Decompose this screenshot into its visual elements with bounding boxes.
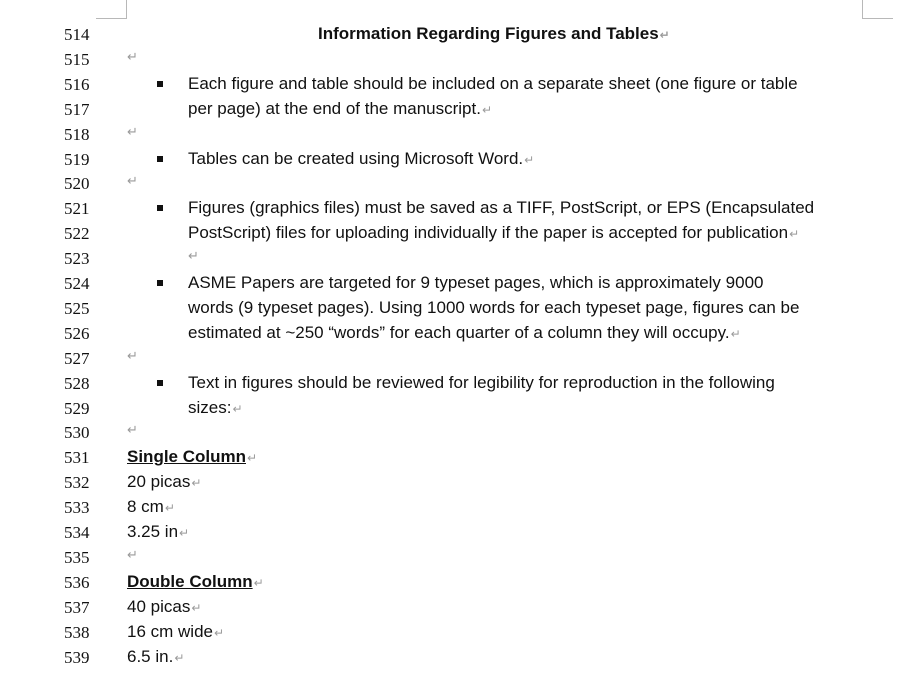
line-text: words (9 typeset pages). Using 1000 words for each typeset page, figures can be bbox=[188, 297, 800, 317]
paragraph-mark-icon: ↵ bbox=[730, 326, 741, 341]
paragraph-mark-icon: ↵ bbox=[127, 123, 138, 139]
line-text: ASME Papers are targeted for 9 typeset pages, which is approximately 9000 bbox=[188, 273, 764, 292]
document-line bbox=[0, 297, 900, 322]
paragraph-mark-icon: ↵ bbox=[179, 526, 190, 540]
paragraph-mark-icon: ↵ bbox=[524, 152, 535, 167]
line-number: 535 bbox=[64, 547, 90, 567]
line-number: 527 bbox=[64, 348, 90, 368]
document-title: Information Regarding Figures and Tables↵ bbox=[318, 24, 670, 43]
paragraph-mark-icon: ↵ bbox=[232, 401, 243, 416]
line-number: 520 bbox=[64, 174, 90, 194]
document-line bbox=[0, 222, 900, 247]
document-line bbox=[0, 123, 900, 148]
line-number: 514 bbox=[64, 25, 90, 44]
line-number: 525 bbox=[64, 298, 90, 318]
document-line bbox=[0, 23, 900, 48]
line-number: 521 bbox=[64, 199, 90, 219]
paragraph-mark-icon: ↵ bbox=[127, 546, 138, 562]
paragraph-mark-icon: ↵ bbox=[191, 476, 202, 491]
document-line bbox=[0, 148, 900, 173]
paragraph-mark-icon: ↵ bbox=[213, 625, 225, 640]
paragraph-mark-icon: ↵ bbox=[191, 600, 202, 615]
document-line bbox=[0, 496, 900, 521]
margin-crop-mark-right bbox=[862, 0, 893, 19]
line-number: 523 bbox=[64, 249, 90, 269]
line-number: 539 bbox=[64, 647, 90, 667]
document-line bbox=[0, 98, 900, 123]
document-line bbox=[0, 571, 900, 596]
line-number: 531 bbox=[64, 448, 90, 468]
bullet-square-icon bbox=[157, 156, 163, 162]
document-line bbox=[0, 48, 900, 73]
line-text: estimated at ~250 “words” for each quarter of a column they will occupy.↵ bbox=[188, 322, 741, 342]
line-number: 529 bbox=[64, 398, 90, 418]
document-line bbox=[0, 446, 900, 471]
paragraph-mark-icon: ↵ bbox=[127, 173, 138, 189]
paragraph-mark-icon: ↵ bbox=[789, 227, 800, 242]
document-line bbox=[0, 73, 900, 98]
margin-crop-mark-left bbox=[96, 0, 127, 19]
line-number: 534 bbox=[64, 523, 90, 542]
line-number: 519 bbox=[64, 149, 90, 169]
section-heading: Double Column↵ bbox=[127, 571, 264, 591]
bullet-square-icon bbox=[157, 280, 163, 286]
document-line bbox=[0, 421, 900, 446]
paragraph-mark-icon: ↵ bbox=[659, 28, 670, 42]
paragraph-mark-icon: ↵ bbox=[253, 575, 264, 590]
document-line bbox=[0, 546, 900, 571]
line-number: 516 bbox=[64, 74, 90, 94]
line-number: 530 bbox=[64, 423, 90, 443]
line-number: 532 bbox=[64, 473, 90, 493]
bullet-square-icon bbox=[157, 380, 163, 386]
line-text: Each figure and table should be included on a separate sheet (one figure or table bbox=[188, 73, 798, 93]
bullet-square-icon bbox=[157, 205, 163, 211]
document-line bbox=[0, 596, 900, 621]
document-line bbox=[0, 197, 900, 222]
paragraph-mark-icon: ↵ bbox=[247, 451, 258, 466]
document-line bbox=[0, 471, 900, 496]
line-number: 517 bbox=[64, 99, 90, 119]
line-number: 533 bbox=[64, 498, 90, 518]
line-number: 536 bbox=[64, 572, 90, 592]
paragraph-mark-icon: ↵ bbox=[174, 650, 185, 665]
line-number: 537 bbox=[64, 597, 90, 617]
bullet-square-icon bbox=[157, 81, 163, 87]
document-line bbox=[0, 646, 900, 671]
line-text: 16 cm wide↵ bbox=[127, 621, 225, 641]
line-text: 40 picas↵ bbox=[127, 596, 202, 616]
paragraph-mark-icon: ↵ bbox=[127, 347, 138, 363]
document-line bbox=[0, 322, 900, 347]
document-line bbox=[0, 347, 900, 372]
line-text: Text in figures should be reviewed for legibility for reproduction in the following bbox=[188, 372, 775, 392]
document-line bbox=[0, 521, 900, 546]
line-text: Figures (graphics files) must be saved as a TIFF, PostScript, or EPS (Encapsulated bbox=[188, 198, 815, 218]
line-number: 518 bbox=[64, 124, 90, 144]
paragraph-mark-icon: ↵ bbox=[127, 48, 138, 64]
document-line bbox=[0, 372, 900, 397]
paragraph-mark-icon: ↵ bbox=[164, 501, 175, 516]
line-text: sizes:↵ bbox=[188, 397, 243, 417]
document-line bbox=[0, 247, 900, 272]
document-line bbox=[0, 172, 900, 197]
line-number: 524 bbox=[64, 274, 90, 293]
line-text: PostScript) files for uploading individually if the paper is accepted for publication↵ bbox=[188, 223, 800, 243]
section-heading: Single Column↵ bbox=[127, 447, 258, 467]
line-number: 526 bbox=[64, 323, 90, 343]
line-text: per page) at the end of the manuscript.↵ bbox=[188, 98, 493, 118]
line-text: Tables can be created using Microsoft Word.↵ bbox=[188, 148, 535, 168]
line-number: 528 bbox=[64, 373, 90, 393]
line-text: 3.25 in↵ bbox=[127, 522, 190, 541]
document-line bbox=[0, 621, 900, 646]
document-line bbox=[0, 397, 900, 422]
document-line bbox=[0, 272, 900, 297]
line-number: 522 bbox=[64, 224, 90, 244]
line-text: 20 picas↵ bbox=[127, 472, 202, 492]
line-number: 515 bbox=[64, 49, 90, 69]
line-number: 538 bbox=[64, 622, 90, 642]
line-text: 8 cm↵ bbox=[127, 497, 175, 517]
paragraph-mark-icon: ↵ bbox=[127, 422, 138, 438]
paragraph-mark-icon: ↵ bbox=[481, 102, 493, 117]
paragraph-mark-icon: ↵ bbox=[188, 248, 199, 264]
line-text: 6.5 in.↵ bbox=[127, 646, 185, 666]
